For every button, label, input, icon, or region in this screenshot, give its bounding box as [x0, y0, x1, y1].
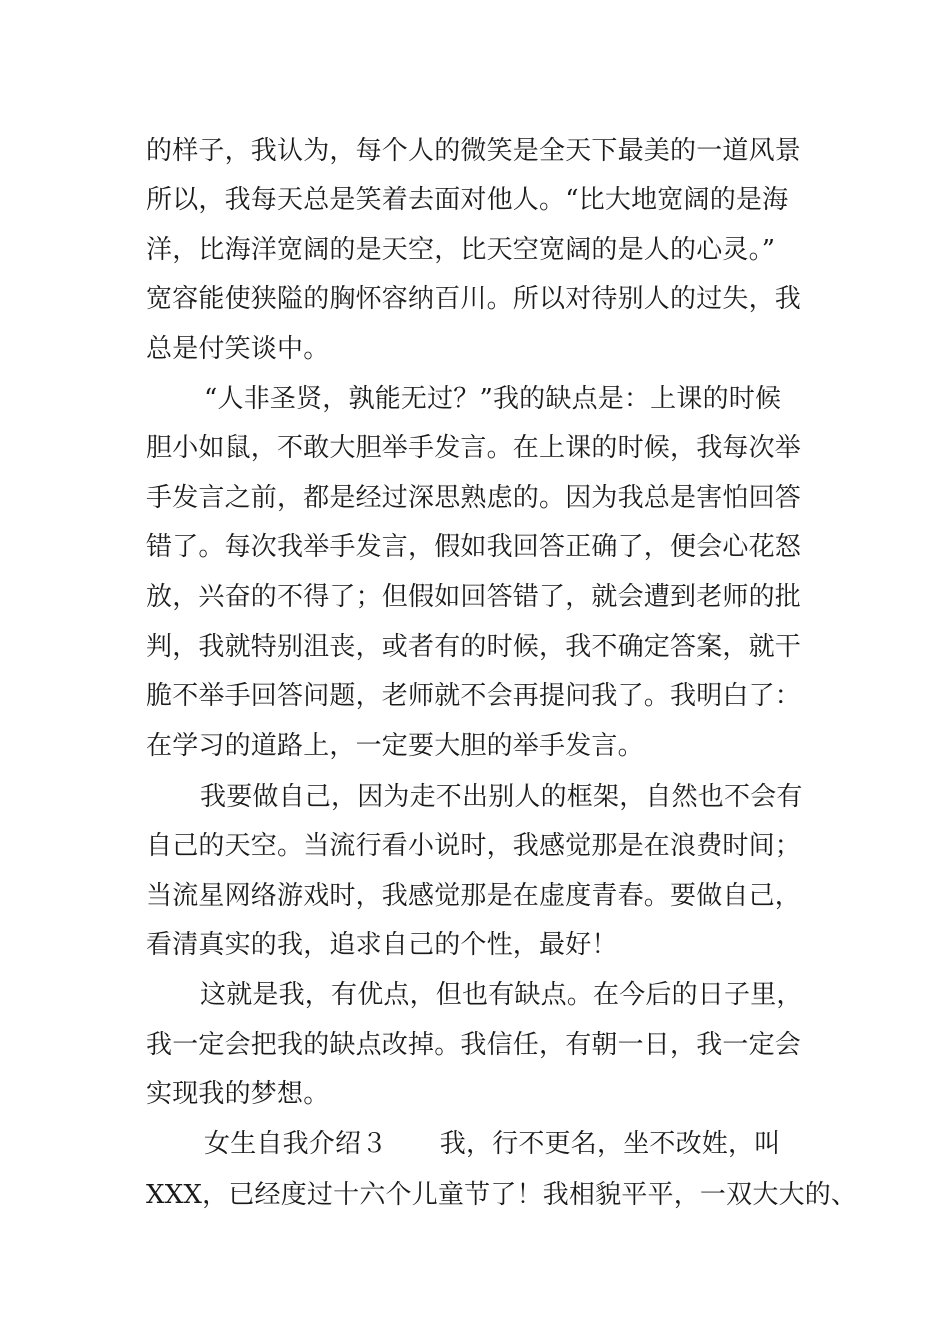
text-line: 实现我的梦想。: [146, 1079, 330, 1109]
text-line: 宽容能使狭隘的胸怀容纳百川。所以对待别人的过失，我: [146, 284, 802, 314]
text-line: 总是付笑谈中。: [146, 334, 330, 364]
text-line: 看清真实的我，追求自己的个性，最好！: [146, 930, 618, 960]
text-line: XXX，已经度过十六个儿童节了！我相貌平平，一双大大的、: [146, 1180, 858, 1210]
text-line: 自己的天空。当流行看小说时，我感觉那是在浪费时间；: [146, 831, 802, 861]
text-line: 在学习的道路上，一定要大胆的举手发言。: [146, 731, 644, 761]
text-line: 这就是我，有优点，但也有缺点。在今后的日子里，: [200, 980, 803, 1010]
text-line: 错了。每次我举手发言，假如我回答正确了，便会心花怒: [146, 532, 802, 562]
text-line: 手发言之前，都是经过深思熟虑的。因为我总是害怕回答: [146, 483, 802, 513]
text-line: 的样子，我认为，每个人的微笑是全天下最美的一道风景: [146, 136, 802, 166]
text-line: 我一定会把我的缺点改掉。我信任，有朝一日，我一定会: [146, 1030, 802, 1060]
text-line: “人非圣贤，孰能无过？”我的缺点是：上课的时候: [204, 384, 782, 414]
text-line: 我要做自己，因为走不出别人的框架，自然也不会有: [200, 782, 803, 812]
text-line: 判，我就特别沮丧，或者有的时候，我不确定答案，就干: [146, 632, 802, 662]
text-line: 放，兴奋的不得了；但假如回答错了，就会遭到老师的批: [146, 582, 802, 612]
text-line: 胆小如鼠，不敢大胆举手发言。在上课的时候，我每次举: [146, 433, 802, 463]
text-line: 当流星网络游戏时，我感觉那是在虚度青春。要做自己，: [146, 881, 802, 911]
text-line: 女生自我介绍３ 我，行不更名，坐不改姓，叫: [204, 1129, 781, 1159]
text-line: 脆不举手回答问题，老师就不会再提问我了。我明白了：: [146, 681, 802, 711]
text-line: 所以，我每天总是笑着去面对他人。“比大地宽阔的是海: [146, 185, 789, 215]
text-line: 洋，比海洋宽阔的是天空，比天空宽阔的是人的心灵。”: [146, 235, 776, 265]
